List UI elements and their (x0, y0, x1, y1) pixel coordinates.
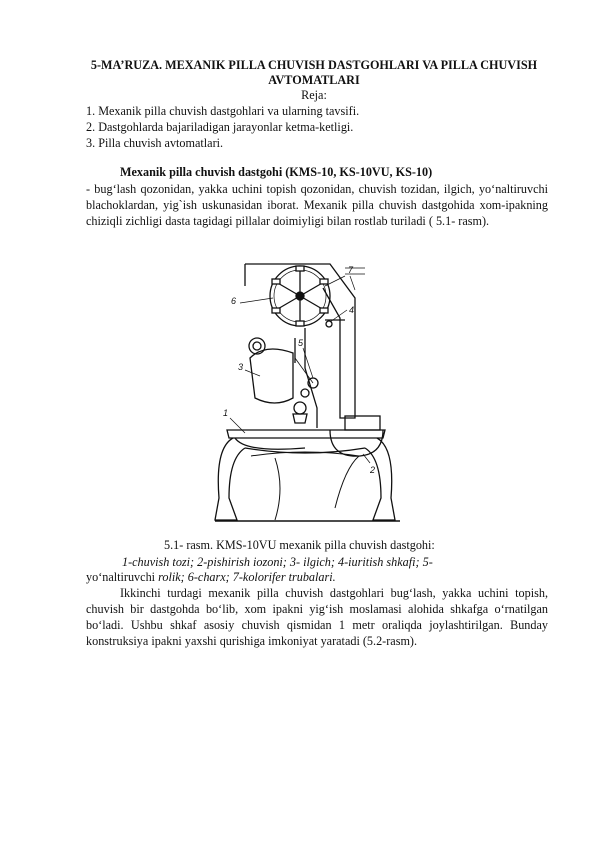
plan-heading: Reja: (301, 88, 327, 102)
callout-5: 5 (298, 338, 304, 348)
legend-prefix: yo‘naltiruvchi (86, 570, 156, 584)
callout-4: 4 (349, 305, 355, 315)
callout-2: 2 (370, 465, 376, 475)
machine-drawing (215, 264, 400, 521)
legend-rest: rolik; 6-charx; 7-kolorifer trubalari. (155, 570, 336, 584)
figure-legend-line1: 1-chuvish tozi; 2-pishirish iozoni; 3- ilgich; 4-iuritish shkafi; 5- (122, 555, 433, 569)
figure-caption: 5.1- rasm. KMS-10VU mexanik pilla chuvish dastgohi: (164, 538, 435, 552)
cooking-tank (330, 430, 383, 456)
paragraph-2: Ikkinchi turdagi mexanik pilla chuvish dastgohlari bug‘lash, yakka uchini topish, chuvish bir dastgohda bo‘lib, xom ipakni yig‘ish moslamasi alohida shkafga o‘rnatilgan bo‘ladi. Ushbu shkaf asosiy chuvish qismidan 1 metr oraliqda joylashtirilgan. Bunday konstruksiya ipakni yaxshi qurishiga imkoniyat yaratadi (5.2-rasm). (86, 586, 548, 648)
plan-item: 1. Mexanik pilla chuvish dastgohlari va ularning tavsifi. (86, 104, 360, 118)
callout-6: 6 (231, 296, 237, 306)
section-heading: Mexanik pilla chuvish dastgohi (KMS-10, KS-10VU, KS-10) (120, 165, 433, 179)
machine-figure (205, 258, 405, 530)
plan-item: 3. Pilla chuvish avtomatlari. (86, 136, 224, 150)
figure-legend-line2 (86, 570, 336, 585)
left-leg (215, 438, 245, 520)
plan-list (86, 103, 359, 151)
lecture-title: 5-MA’RUZA. MEXANIK PILLA CHUVISH DASTGOHLARI VA PILLA CHUVISH AVTOMATLARI (90, 58, 538, 87)
reeling-basin (227, 430, 385, 438)
reel-wheel (270, 266, 330, 326)
callout-3: 3 (238, 362, 244, 372)
plan-item: 2. Dastgohlarda bajariladigan jarayonlar ketma-ketligi. (86, 120, 354, 134)
callout-7: 7 (348, 265, 354, 275)
right-leg (365, 438, 395, 520)
paragraph-1: - bug‘lash qozonidan, yakka uchini topish qozonidan, chuvish tozidan, ilgich, yo‘naltiruvchi blachoklardan, yig`ish uskunasidan iborat. Mexanik pilla chuvish dastgohida xom-ipakning chiziqli zichligi dasta tagidagi pillalar doimiyligi bilan rostlab turiladi ( 5.1- rasm). (86, 182, 548, 228)
callout-1: 1 (223, 408, 229, 418)
